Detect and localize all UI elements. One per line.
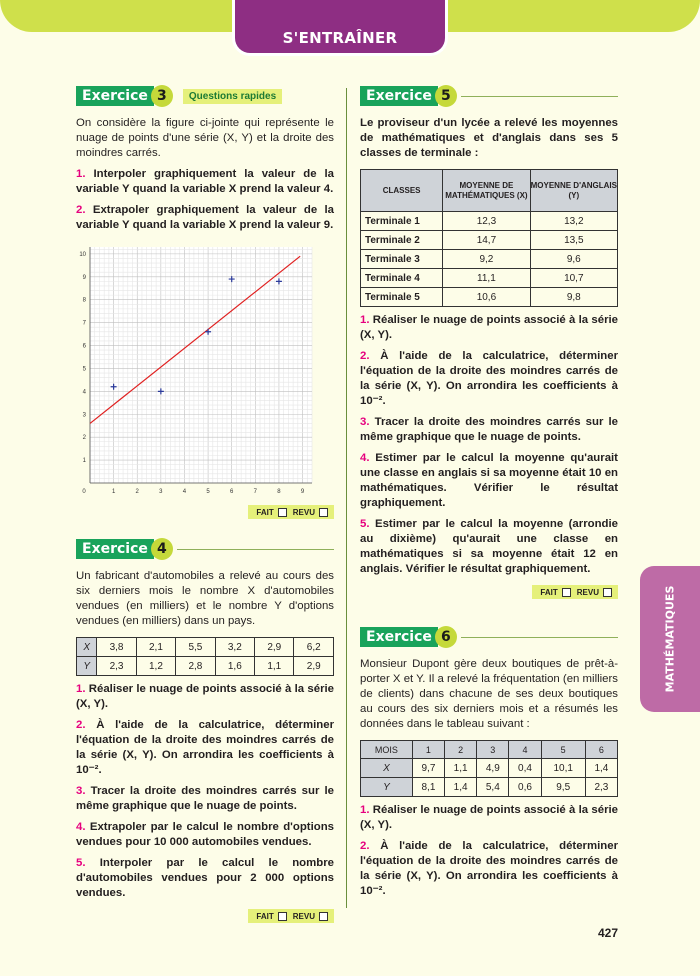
table-header: 1: [412, 741, 444, 759]
exercise-label: Exercice: [76, 86, 154, 106]
exercise-4-header: [76, 539, 334, 559]
table-row: [77, 657, 334, 676]
table-cell: 5,5: [176, 638, 215, 657]
revu-label: REVU: [292, 911, 315, 921]
exercise-6-question: [360, 803, 618, 833]
table-header: MOYENNE D'ANGLAIS (Y): [530, 170, 617, 212]
exercise-4-question: [76, 784, 334, 814]
question-number: 3.: [360, 416, 370, 428]
exercise-3-question-1: [76, 167, 334, 197]
question-text: À l'aide de la calculatrice, déterminer l'équation de la droite des moindres carrés de la série (X, Y). On arrondira les coefficients à 10⁻².: [360, 840, 618, 897]
table-cell: 3,2: [215, 638, 254, 657]
y-tick-label: 1: [82, 458, 86, 465]
table-cell: 2,9: [255, 638, 294, 657]
table-cell: X: [77, 638, 97, 657]
table-row: [361, 250, 618, 269]
table-cell: 11,1: [443, 269, 530, 288]
table-cell: 0,6: [509, 778, 541, 797]
table-cell: 13,5: [530, 231, 617, 250]
x-tick-label: 1: [111, 489, 116, 495]
fait-revu-box: [248, 909, 334, 923]
x-tick-label: 4: [182, 489, 187, 495]
exercise-5-intro: Le proviseur d'un lycée a relevé les moyennes de mathématiques et d'anglais dans ses 5 classes de terminale :: [360, 117, 618, 159]
question-text: Estimer par le calcul la moyenne (arrondie au dixième) qu'aurait une classe en mathématiques si sa moyenne était 12 en anglais. Vérifier le résultat graphiquement.: [360, 518, 618, 575]
exercise-6-question: [360, 839, 618, 899]
question-number: 1.: [360, 804, 370, 816]
y-tick-label: 3: [82, 412, 86, 419]
y-tick-label: 5: [82, 366, 86, 373]
exercise-rule: [461, 637, 618, 638]
table-cell: 9,8: [530, 288, 617, 307]
question-text: Interpoler graphiquement la valeur de la variable Y quand la variable X prend la valeur 4.: [76, 168, 334, 195]
table-row: [77, 638, 334, 657]
table-cell: 10,6: [443, 288, 530, 307]
exercise-4-intro: Un fabricant d'automobiles a relevé au cours des six derniers mois le nombre X d'automobiles vendues (en milliers) et le nombre Y d'options vendues (en milliers) dans un pays.: [76, 570, 334, 627]
table-cell: 3,8: [97, 638, 136, 657]
fait-label: FAIT: [540, 587, 558, 597]
exercise-5-header: [360, 86, 618, 106]
question-number: 3.: [76, 785, 86, 797]
table-cell: 8,1: [412, 778, 444, 797]
table-cell: 2,9: [294, 657, 334, 676]
fait-checkbox[interactable]: [278, 912, 287, 921]
table-cell: Terminale 1: [361, 212, 443, 231]
table-cell: 9,6: [530, 250, 617, 269]
question-text: À l'aide de la calculatrice, déterminer l'équation de la droite des moindres carrés de la série (X, Y). On arrondira les coefficients à 10⁻².: [360, 350, 618, 407]
exercise-4-question: [76, 820, 334, 850]
table-header: MOIS: [361, 741, 413, 759]
exercise-5-question: [360, 451, 618, 511]
exercise-5-question: [360, 517, 618, 577]
table-cell: 10,7: [530, 269, 617, 288]
question-number: 1.: [76, 168, 86, 180]
exercise-label: Exercice: [360, 627, 438, 647]
table-cell: 9,5: [541, 778, 585, 797]
x-tick-label: 6: [230, 489, 234, 495]
table-header: 5: [541, 741, 585, 759]
scatter-chart-svg: [76, 241, 316, 497]
x-tick-label: 8: [277, 489, 281, 495]
table-cell: 13,2: [530, 212, 617, 231]
table-cell: 12,3: [443, 212, 530, 231]
column-divider: [346, 88, 347, 908]
exercise-number: 6: [435, 626, 457, 648]
exercise-rule: [461, 96, 618, 97]
table-cell: 14,7: [443, 231, 530, 250]
exercise-4-status: [76, 909, 334, 923]
question-number: 4.: [76, 821, 86, 833]
left-column: [76, 86, 334, 923]
fait-revu-box: [532, 585, 618, 599]
table-row: [361, 759, 618, 778]
table-header: 3: [477, 741, 509, 759]
x-tick-label: 0: [82, 489, 86, 495]
table-cell: 1,4: [585, 759, 617, 778]
table-cell: Terminale 4: [361, 269, 443, 288]
question-number: 2.: [360, 350, 370, 362]
y-tick-label: 7: [82, 320, 86, 327]
table-cell: 2,3: [585, 778, 617, 797]
y-tick-label: 10: [79, 251, 86, 258]
table-cell: 1,2: [136, 657, 175, 676]
exercise-3-question-2: [76, 203, 334, 233]
table-header: MOYENNE DE MATHÉMATIQUES (X): [443, 170, 530, 212]
exercise-rule: [177, 549, 334, 550]
page-number: 427: [598, 926, 619, 940]
question-text: Tracer la droite des moindres carrés sur le même graphique que le nuage de points.: [76, 785, 334, 812]
right-column: [360, 86, 618, 899]
exercise-label: Exercice: [76, 539, 154, 559]
exercise-6-intro: Monsieur Dupont gère deux boutiques de prêt-à-porter X et Y. Il a relevé la fréquentation (en milliers de clients) dans chacune de ses deux boutiques au cours des six derniers mois et a résumés les données dans le tableau suivant :: [360, 658, 618, 730]
fait-checkbox[interactable]: [278, 508, 287, 517]
x-tick-label: 3: [159, 489, 163, 495]
table-cell: 5,4: [477, 778, 509, 797]
exercise-5-status: [360, 585, 618, 599]
table-cell: 0,4: [509, 759, 541, 778]
exercise-5-question: [360, 415, 618, 445]
table-cell: 2,8: [176, 657, 215, 676]
subject-side-tab: [640, 566, 700, 712]
scatter-chart: [76, 241, 316, 497]
table-header: 2: [445, 741, 477, 759]
table-cell: X: [361, 759, 413, 778]
table-cell: 6,2: [294, 638, 334, 657]
question-text: Réaliser le nuage de points associé à la série (X, Y).: [360, 804, 618, 831]
fait-revu-box: [248, 505, 334, 519]
question-number: 2.: [76, 204, 86, 216]
question-number: 5.: [76, 857, 86, 869]
table-cell: 9,2: [443, 250, 530, 269]
table-row: [361, 231, 618, 250]
table-cell: 4,9: [477, 759, 509, 778]
question-text: Extrapoler graphiquement la valeur de la variable Y quand la variable X prend la valeur 9.: [76, 204, 334, 231]
table-cell: 10,1: [541, 759, 585, 778]
exercise-number: 3: [151, 85, 173, 107]
table-row: [361, 269, 618, 288]
question-number: 1.: [76, 683, 86, 695]
question-number: 1.: [360, 314, 370, 326]
table-cell: 1,6: [215, 657, 254, 676]
exercise-label: Exercice: [360, 86, 438, 106]
exercise-3-header: [76, 86, 334, 106]
table-cell: 2,3: [97, 657, 136, 676]
table-cell: 2,1: [136, 638, 175, 657]
table-cell: Terminale 3: [361, 250, 443, 269]
exercise-4-question: [76, 718, 334, 778]
y-tick-label: 4: [82, 389, 86, 396]
exercise-3-intro: On considère la figure ci-jointe qui représente le nuage de points d'une série (X, Y) et la droite des moindres carrés.: [76, 117, 334, 159]
question-text: Extrapoler par le calcul le nombre d'options vendues pour 10 000 automobiles vendues.: [76, 821, 334, 848]
table-cell: Y: [77, 657, 97, 676]
exercise-6-header: [360, 627, 618, 647]
table-cell: Terminale 5: [361, 288, 443, 307]
table-header: CLASSES: [361, 170, 443, 212]
section-tab: [232, 0, 448, 56]
y-tick-label: 6: [82, 343, 86, 350]
exercise-4-question: [76, 856, 334, 901]
y-tick-label: 9: [82, 274, 86, 281]
table-cell: Terminale 2: [361, 231, 443, 250]
table-row: [361, 778, 618, 797]
question-text: Estimer par le calcul la moyenne qu'aurait une classe en anglais si sa moyenne était 10 en mathématiques. Vérifier le résultat graphiquement.: [360, 452, 618, 509]
section-title: S'ENTRAÎNER: [282, 29, 398, 47]
fait-label: FAIT: [256, 911, 274, 921]
exercise-4-question: [76, 682, 334, 712]
revu-checkbox[interactable]: [319, 912, 328, 921]
y-tick-label: 2: [82, 435, 86, 442]
table-header: 4: [509, 741, 541, 759]
table-header: 6: [585, 741, 617, 759]
question-number: 5.: [360, 518, 370, 530]
exercise-5-question: [360, 349, 618, 409]
question-number: 2.: [360, 840, 370, 852]
question-text: Interpoler par le calcul le nombre d'automobiles vendues pour 2 000 options vendues.: [76, 857, 334, 899]
exercise-5-question: [360, 313, 618, 343]
table-cell: Y: [361, 778, 413, 797]
table-cell: 1,1: [255, 657, 294, 676]
x-tick-label: 5: [206, 489, 210, 495]
x-tick-label: 9: [300, 489, 305, 495]
question-number: 2.: [76, 719, 86, 731]
question-text: À l'aide de la calculatrice, déterminer l'équation de la droite des moindres carrés de la série (X, Y). On arrondira les coefficients à 10⁻².: [76, 719, 334, 776]
table-cell: 9,7: [412, 759, 444, 778]
exercise-tag: Questions rapides: [183, 89, 282, 104]
table-header-row: [361, 170, 618, 212]
exercise-6-table: [360, 740, 618, 797]
x-tick-label: 7: [253, 489, 257, 495]
subject-label: MATHÉMATIQUES: [663, 585, 677, 693]
revu-label: REVU: [576, 587, 599, 597]
table-row: [361, 212, 618, 231]
table-cell: 1,4: [445, 778, 477, 797]
revu-label: REVU: [292, 507, 315, 517]
exercise-4-table: [76, 637, 334, 676]
exercise-5-table: [360, 169, 618, 307]
exercise-number: 4: [151, 538, 173, 560]
table-cell: 1,1: [445, 759, 477, 778]
table-row: [361, 288, 618, 307]
revu-checkbox[interactable]: [319, 508, 328, 517]
table-header-row: [361, 741, 618, 759]
fait-label: FAIT: [256, 507, 274, 517]
x-tick-label: 2: [135, 489, 139, 495]
question-text: Tracer la droite des moindres carrés sur le même graphique que le nuage de points.: [360, 416, 618, 443]
question-text: Réaliser le nuage de points associé à la série (X, Y).: [76, 683, 334, 710]
question-text: Réaliser le nuage de points associé à la série (X, Y).: [360, 314, 618, 341]
revu-checkbox[interactable]: [603, 588, 612, 597]
question-number: 4.: [360, 452, 370, 464]
y-tick-label: 8: [82, 297, 86, 304]
exercise-number: 5: [435, 85, 457, 107]
fait-checkbox[interactable]: [562, 588, 571, 597]
exercise-3-status: [76, 505, 334, 519]
